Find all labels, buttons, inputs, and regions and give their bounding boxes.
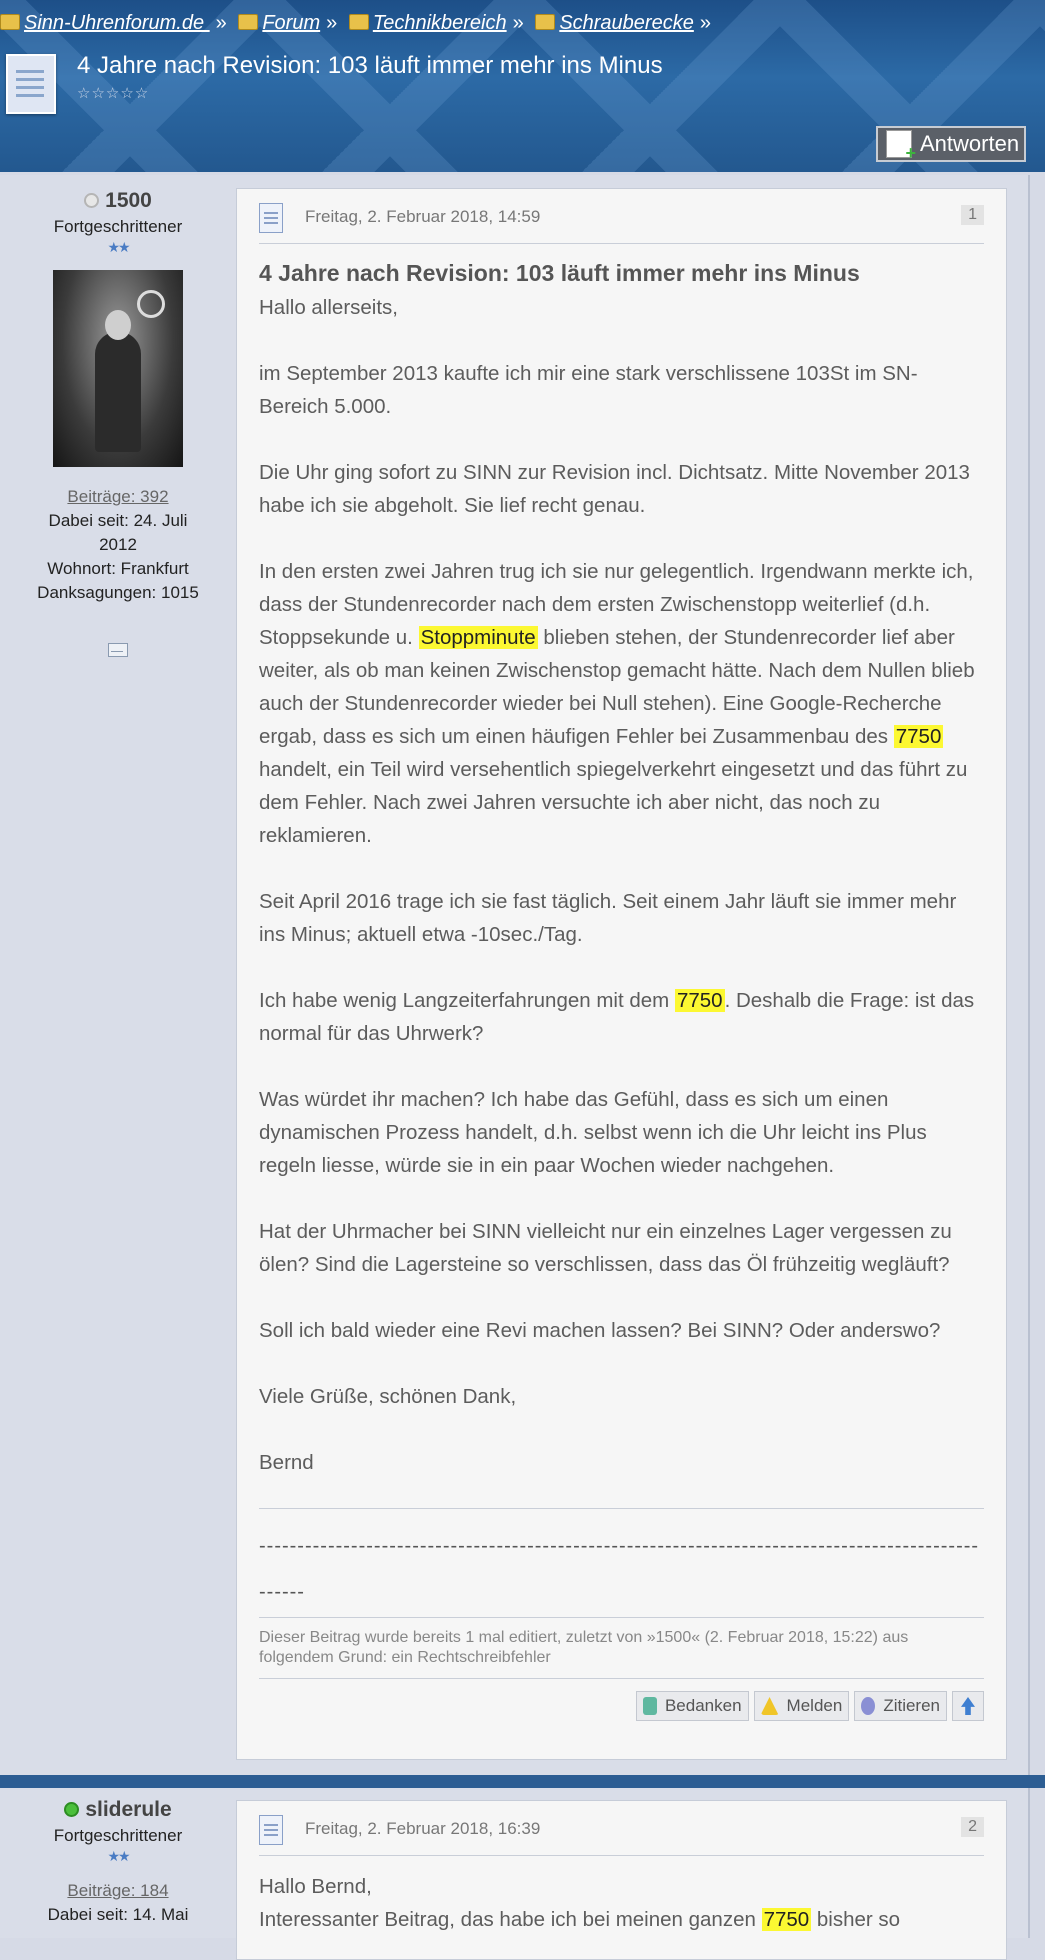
post-author-sidebar [0,175,236,662]
online-status-icon [64,1802,79,1817]
breadcrumb-separator: » [512,12,524,34]
breadcrumb [0,12,717,35]
avatar[interactable] [53,270,183,467]
text-run: . Deshalb die Frage: ist das normal für das Uhrwerk? [259,989,975,1045]
post-paragraph: Bernd [259,1451,314,1474]
text-run: In den ersten zwei Jahren trug ich sie nur gelegentlich. Irgendwann merkte ich, dass der Stundenrecorder nach dem ersten Zwischenstopp weiterlief (d.h. Stoppsekunde u. [259,560,974,649]
quote-label: Zitieren [883,1696,940,1715]
breadcrumb-separator: » [699,12,711,34]
breadcrumb-separator: » [326,12,338,34]
post-body [259,291,984,1479]
post-paragraph: Hat der Uhrmacher bei SINN vielleicht nur ein einzelnes Lager vergessen zu ölen? Sind die Lagersteine so verschlissen, dass das Öl frühzeitig wegläuft? [259,1220,952,1276]
post-1 [0,175,1030,1775]
thanks-button[interactable] [636,1691,749,1721]
thread-document-icon [6,54,56,114]
post-paragraph [259,984,984,1050]
rank-stars-icon: ★★ [107,239,129,255]
arrow-up-icon [961,1697,975,1715]
post-paragraph: Was würdet ihr machen? Ich habe das Gefühl, dass es sich um einen dynamischen Prozess handelt, d.h. selbst wenn ich die Uhr leicht ins Plus regeln liesse, würde sie in ein paar Wochen wieder nachgehen. [259,1088,927,1177]
avatar-head [105,310,131,340]
breadcrumb-separator: » [215,12,227,34]
thread-title: 4 Jahre nach Revision: 103 läuft immer mehr ins Minus [77,52,663,79]
breadcrumb-forum[interactable]: Forum [262,12,321,34]
search-highlight: 7750 [895,725,942,748]
warning-icon [761,1697,779,1715]
author-rank: Fortgeschrittener [53,217,183,236]
post-paragraph: Seit April 2016 trage ich sie fast täglich. Seit einem Jahr läuft sie immer mehr ins Minus; aktuell etwa -10sec./Tag. [259,890,957,946]
add-reply-icon [886,130,912,158]
post-body [259,1870,984,1936]
post-title: 4 Jahre nach Revision: 103 läuft immer mehr ins Minus [259,260,860,286]
post-meta [259,189,984,244]
edit-note: Dieser Beitrag wurde bereits 1 mal editiert, zuletzt von »1500« (2. Februar 2018, 15:22) aus folgendem Grund: ein Rechtschreibfehler [259,1617,984,1679]
post-paragraph [259,555,984,852]
folder-icon [238,14,258,30]
search-highlight: 7750 [676,989,723,1012]
scroll-top-button[interactable] [952,1691,984,1721]
author-join-date: Dabei seit: 14. Mai [47,1905,189,1924]
breadcrumb-technikbereich[interactable]: Technikbereich [372,12,507,34]
post-date: Freitag, 2. Februar 2018, 16:39 [305,1819,541,1838]
report-button[interactable] [754,1691,850,1721]
avatar-figure [95,332,141,452]
post-paragraph: im September 2013 kaufte ich mir eine stark verschlissene 103St im SN-Bereich 5.000. [259,362,918,418]
text-run: handelt, ein Teil wird versehentlich spiegelverkehrt eingesetzt und das führt zu dem Fehler. Nach zwei Jahren versuchte ich aber nicht, das noch zu reklamieren. [259,758,968,847]
report-label: Melden [786,1696,843,1715]
author-name-row [0,189,236,213]
avatar-clock [137,290,165,318]
author-post-count[interactable]: Beiträge: 392 [67,487,169,506]
reply-button[interactable] [876,126,1026,162]
thanks-label: Bedanken [664,1696,742,1715]
author-thanks-count: Danksagungen: 1015 [37,583,199,602]
post-meta [259,1801,984,1856]
post-paragraph [259,1903,984,1936]
author-location: Wohnort: Frankfurt [47,559,189,578]
post-paragraph: Hallo Bernd, [259,1875,372,1898]
search-highlight: Stoppminute [420,626,536,649]
forum-header [0,0,1045,172]
author-name[interactable]: 1500 [105,189,152,212]
post-actions [636,1691,984,1721]
post-paragraph: Die Uhr ging sofort zu SINN zur Revision incl. Dichtsatz. Mitte November 2013 habe ich sie abgeholt. Sie lief recht genau. [259,461,970,517]
post-2 [0,1788,1030,1938]
quote-icon [861,1697,875,1715]
author-join-date: Dabei seit: 24. Juli 2012 [48,511,188,554]
search-highlight: 7750 [763,1908,810,1931]
post-document-icon [259,203,283,233]
post-paragraph: Viele Grüße, schönen Dank, [259,1385,517,1408]
post-content [236,188,1007,1760]
mail-icon[interactable] [108,643,128,657]
offline-status-icon [84,193,99,208]
author-stats [0,1879,236,1927]
post-paragraph: Soll ich bald wieder eine Revi machen lassen? Bei SINN? Oder anderswo? [259,1319,941,1342]
author-name-row [0,1798,236,1822]
post-author-sidebar [0,1788,236,1927]
post-signature: ---------------------------------------------------------------------------------------------------- [259,1508,984,1615]
thumb-icon [643,1697,657,1715]
author-name[interactable]: sliderule [85,1798,172,1821]
text-run: Ich habe wenig Langzeiterfahrungen mit dem [259,989,675,1012]
breadcrumb-home[interactable]: Sinn-Uhrenforum.de [24,12,210,34]
post-number[interactable]: 2 [961,1817,984,1837]
folder-icon [349,14,369,30]
post-date: Freitag, 2. Februar 2018, 14:59 [305,207,541,226]
post-paragraph: Hallo allerseits, [259,296,398,319]
post-content [236,1800,1007,1960]
text-run: bisher so [811,1908,901,1931]
post-separator [0,1775,1045,1788]
text-run: blieben stehen, der Stundenrecorder lief aber weiter, als ob man keinen Zwischenstop gemacht hätte. Nach dem Nullen blieb auch der Stundenrecorder wieder bei Null stehen). Eine Google-Recherche ergab, dass es sich um einen häufigen Fehler bei Zusammenbau des [259,626,975,748]
quote-button[interactable] [854,1691,947,1721]
author-stats [0,485,236,605]
author-rank: Fortgeschrittener [53,1826,183,1845]
text-run: Interessanter Beitrag, das habe ich bei meinen ganzen [259,1908,762,1931]
breadcrumb-schrauberecke[interactable]: Schrauberecke [559,12,694,34]
folder-icon [0,14,20,30]
author-post-count[interactable]: Beiträge: 184 [67,1881,169,1900]
reply-button-label: Antworten [920,131,1020,156]
post-number[interactable]: 1 [961,205,984,225]
rank-stars-icon: ★★ [107,1848,129,1864]
thread-rating-stars[interactable]: ☆☆☆☆☆ [77,85,150,102]
post-document-icon [259,1815,283,1845]
folder-icon [535,14,555,30]
